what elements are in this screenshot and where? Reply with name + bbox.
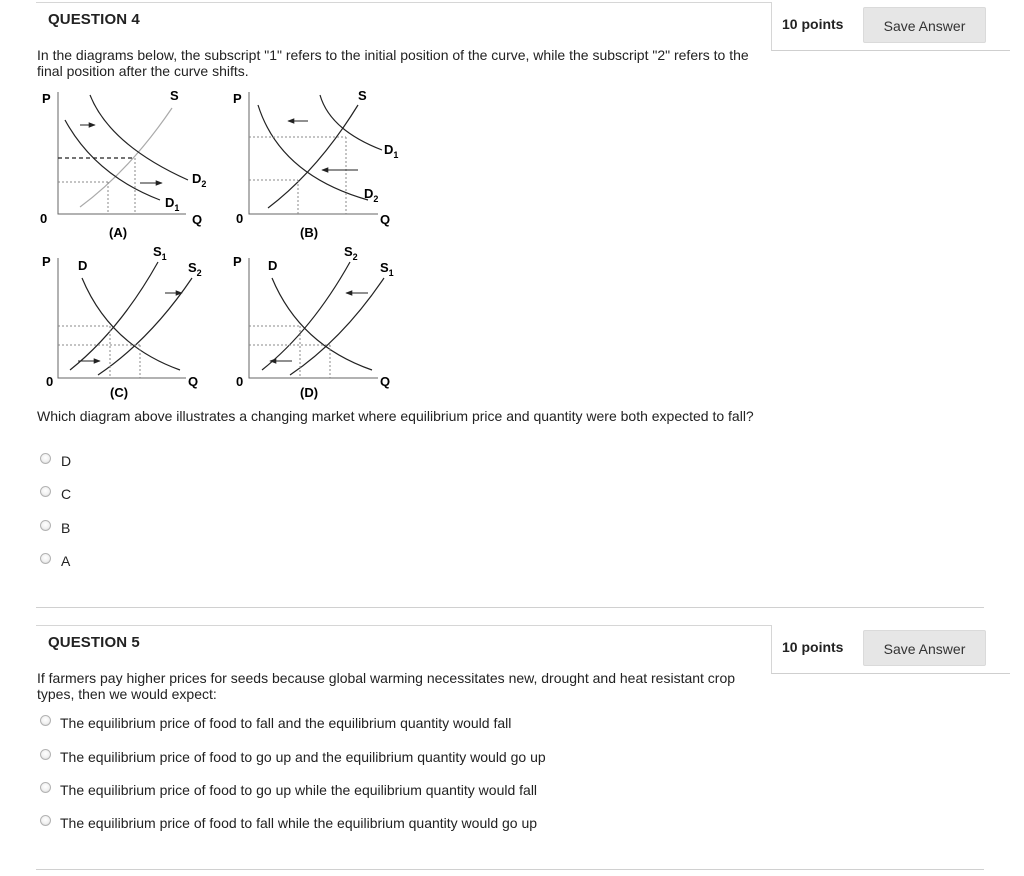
panel-d-supply-s1 — [290, 278, 384, 375]
option-label: The equilibrium price of food to go up while the equilibrium quantity would fall — [60, 782, 538, 798]
panel-b-axis-q: Q — [380, 212, 391, 227]
diagram-panel-d — [233, 244, 394, 400]
panel-c-axis-q: Q — [188, 374, 199, 389]
panel-d-demand-curve — [272, 278, 372, 370]
radio-button[interactable] — [40, 520, 51, 531]
option-label: D — [61, 453, 72, 469]
option-label: A — [61, 553, 71, 569]
radio-button[interactable] — [40, 453, 51, 464]
panel-a-label-s: S — [170, 88, 179, 103]
panel-b-origin: 0 — [236, 211, 244, 226]
question-4-prompt: In the diagrams below, the subscript "1" refers to the initial position of the curve, while the subscript "2" refers to the final position after the curve shifts. — [37, 47, 749, 79]
panel-a-axis-q: Q — [192, 212, 203, 227]
diagram-panel-a — [40, 88, 206, 240]
panel-c-label-s1: $S_1$ — [153, 244, 167, 262]
option-label: The equilibrium price of food to fall and the equilibrium quantity would fall — [60, 715, 512, 731]
panel-d-origin: 0 — [236, 374, 244, 389]
option-label: The equilibrium price of food to fall while the equilibrium quantity would go up — [60, 815, 538, 831]
question-5-save-answer-button[interactable]: Save Answer — [863, 630, 986, 666]
radio-button[interactable] — [40, 715, 51, 726]
question-5-points-box — [771, 625, 1010, 674]
radio-button[interactable] — [40, 486, 51, 497]
question-4-save-answer-button[interactable]: Save Answer — [863, 7, 986, 43]
panel-b-axis-p: P — [233, 91, 242, 106]
panel-b-demand-d2 — [258, 105, 368, 200]
question-5-prompt: If farmers pay higher prices for seeds because global warming necessitates new, drought and heat resistant crop types, then we would expect: — [37, 670, 736, 702]
option-label: The equilibrium price of food to go up and the equilibrium quantity would go up — [60, 749, 546, 765]
panel-b-axes — [249, 92, 378, 214]
panel-c-caption: (C) — [110, 385, 129, 400]
panel-d-label-s1: $S_1$ — [380, 260, 394, 278]
option-label: C — [61, 486, 72, 502]
question-4-title: QUESTION 4 — [48, 11, 140, 28]
panel-c-label-d: D — [78, 258, 88, 273]
question-5-points: 10 points — [782, 639, 844, 655]
panel-c-label-s2: $S_2$ — [188, 260, 202, 278]
panel-a-demand-d2 — [90, 95, 188, 180]
panel-a-origin: 0 — [40, 211, 48, 226]
question-4-question: Which diagram above illustrates a changing market where equilibrium price and quantity were both expected to fall? — [37, 408, 754, 424]
panel-b-demand-d1 — [320, 95, 382, 150]
panel-a-label-d1: $D_1$ — [165, 195, 180, 213]
supply-demand-diagrams — [37, 83, 417, 403]
radio-button[interactable] — [40, 782, 51, 793]
panel-b-caption: (B) — [300, 225, 319, 240]
question-divider-bottom — [36, 869, 984, 870]
panel-d-label-d: D — [268, 258, 278, 273]
option-label: B — [61, 520, 71, 536]
question-5-header — [36, 625, 1010, 665]
panel-d-caption: (D) — [300, 385, 319, 400]
panel-a-axis-p: P — [42, 91, 51, 106]
panel-a-demand-d1 — [65, 120, 160, 200]
question-4-header — [36, 2, 1010, 42]
panel-b-label-d1: $D_1$ — [384, 142, 399, 160]
diagram-panel-c — [42, 244, 202, 400]
panel-d-axis-p: P — [233, 254, 242, 269]
panel-c-axes — [58, 258, 186, 378]
question-divider — [36, 607, 984, 608]
question-4-points-box — [771, 2, 1010, 51]
question-5-title: QUESTION 5 — [48, 634, 140, 651]
panel-d-axis-q: Q — [380, 374, 391, 389]
radio-button[interactable] — [40, 749, 51, 760]
panel-b-label-d2: $D_2$ — [364, 186, 379, 204]
radio-button[interactable] — [40, 815, 51, 826]
question-4-points: 10 points — [782, 16, 844, 32]
panel-c-demand-curve — [82, 278, 180, 370]
panel-c-axis-p: P — [42, 254, 51, 269]
panel-a-label-d2: $D_2$ — [192, 171, 207, 189]
panel-d-label-s2: $S_2$ — [344, 244, 358, 262]
panel-a-caption: (A) — [109, 225, 128, 240]
diagram-panel-b — [233, 88, 398, 240]
panel-b-label-s: S — [358, 88, 367, 103]
panel-c-origin: 0 — [46, 374, 54, 389]
radio-button[interactable] — [40, 553, 51, 564]
